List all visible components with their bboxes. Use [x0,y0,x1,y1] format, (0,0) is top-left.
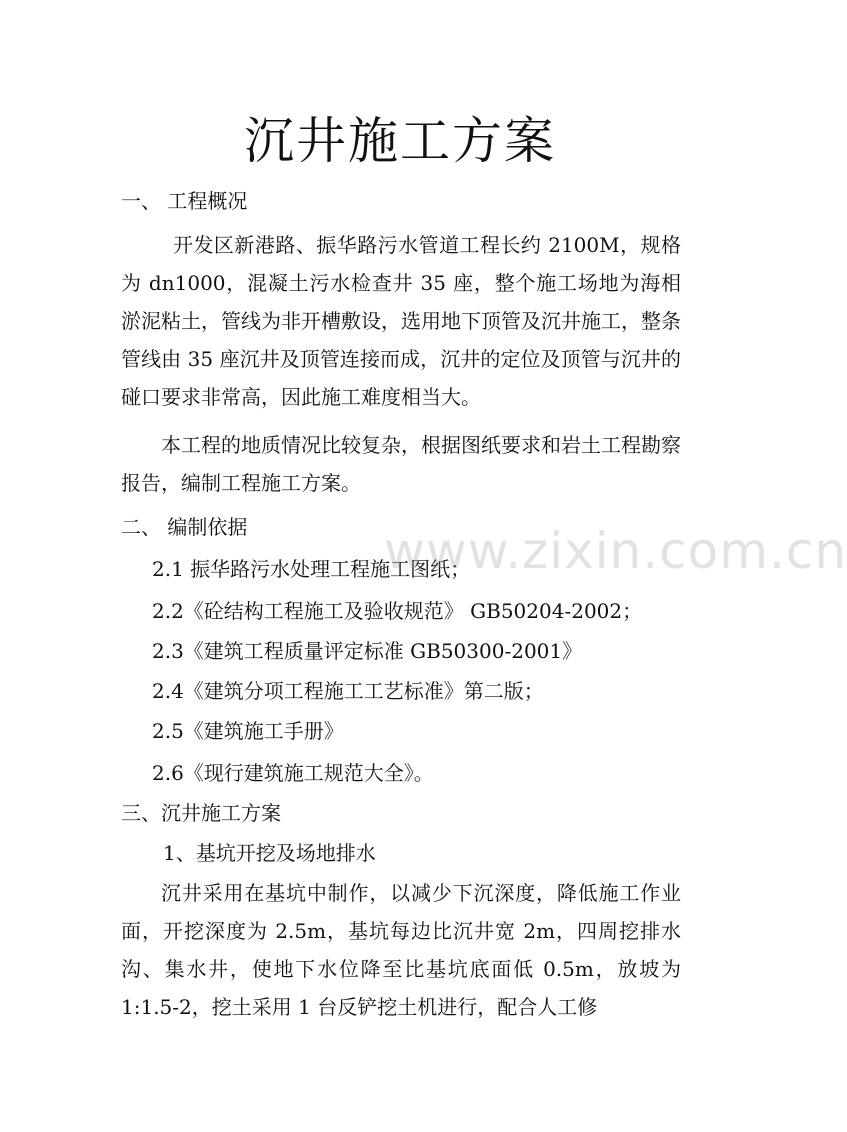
section-heading-project-overview: 一、 工程概况 [121,189,248,213]
basis-item: 2.4《建筑分项工程施工工艺标准》第二版； [152,679,544,703]
basis-item: 2.1 振华路污水处理工程施工图纸； [152,557,471,581]
watermark: www.zixin.com.cn [384,522,847,580]
subsection-heading-excavation: 1、基坑开挖及场地排水 [163,841,376,865]
basis-item: 2.2《砼结构工程施工及验收规范》 GB50204-2002； [152,599,643,623]
basis-item: 2.6《现行建筑施工规范大全》。 [152,761,434,785]
document-title: 沉井施工方案 [244,112,556,170]
paragraph-project-description: 开发区新港路、振华路污水管道工程长约 2100M，规格为 dn1000，混凝土污水检查井 35 座，整个施工场地为海相淤泥粘土，管线为非开槽敷设，选用地下顶管及沉井施工，整条管线由 35 座沉井及顶管连接而成，沉井的定位及顶管与沉井的碰口要求非常高，因此施工难度相当大。 [121,233,681,409]
section-heading-sinking-well-plan: 三、沉井施工方案 [121,801,281,825]
basis-item: 2.3《建筑工程质量评定标准 GB50300-2001》 [152,639,583,663]
basis-item: 2.5《建筑施工手册》 [152,719,344,743]
paragraph-excavation: 沉井采用在基坑中制作，以减少下沉深度，降低施工作业面，开挖深度为 2.5m，基坑每边比沉井宽 2m，四周挖排水沟、集水井，使地下水位降至比基坑底面低 0.5m，放坡为 1:1.5-2，挖土采用 1 台反铲挖土机进行，配合人工修 [121,881,681,1019]
section-heading-basis: 二、 编制依据 [121,515,248,539]
paragraph-geology: 本工程的地质情况比较复杂，根据图纸要求和岩土工程勘察报告，编制工程施工方案。 [121,433,681,495]
